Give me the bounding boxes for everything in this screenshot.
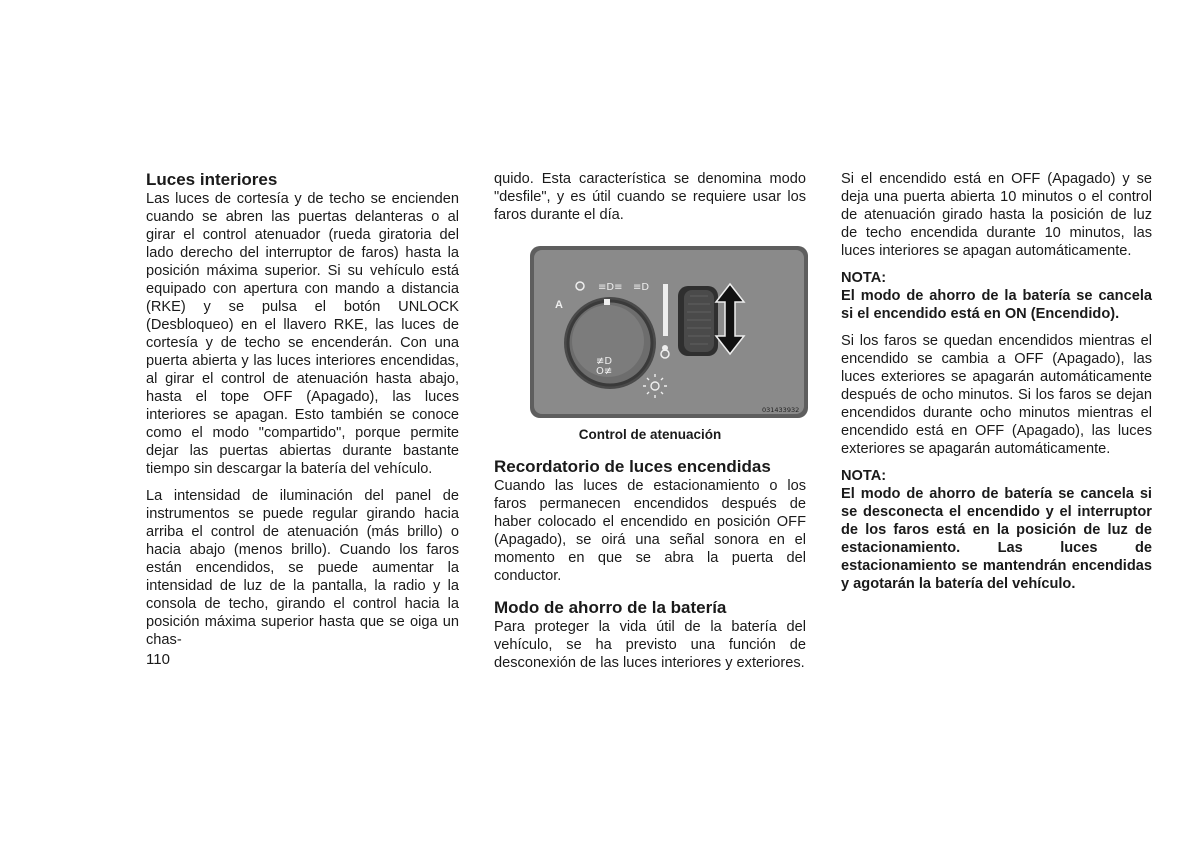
headlamp-switch-illustration (530, 246, 808, 418)
heading-modo-ahorro: Modo de ahorro de la batería (494, 598, 727, 617)
column-left (146, 170, 459, 649)
heading-luces-interiores: Luces interiores (146, 170, 278, 189)
note-text-2: El modo de ahorro de batería se cancela si se desconecta el encendido y el interruptor de los faros está en la posición de luz de estacionamiento. Las luces de estacionamiento se mantendrán encendidas y agotarán la batería del vehículo. (841, 486, 1152, 592)
knob-indicator (604, 299, 610, 305)
paragraph-faros-encendidos: Si los faros se quedan encendidos mientras el encendido se cambia a OFF (Apagado), las luces exteriores se apagarán automáticamente después de ocho minutos. Si los faros se dejan encendidos durante ocho minutos mientras el encendido está en OFF (Apagado), las luces exteriores se apagarán automáticamente. (841, 333, 1152, 457)
page-number: 110 (146, 651, 170, 668)
exclamation-icon (663, 284, 668, 336)
rear-fog-icon: O≢ (596, 366, 613, 377)
paragraph-luces-interiores-1: Las luces de cortesía y de techo se encienden cuando se abren las puertas delanteras o al girar el control atenuador (rueda giratoria del lado derecho del interruptor de faros) hasta la posición máxima superior. Si su vehículo está equipado con apertura con mando a distancia (RKE) y se pulsa el botón UNLOCK (Desbloqueo) en el llavero RKE, las luces de cortesía y de techo se encenderán. Con una puerta abierta y las luces interiores encendidas, al girar el control de atenuación hasta abajo, hasta el tope OFF (Apagado), las luces interiores se apagan. Esto también se conoce como el modo "compartido", porque permite dejar las puertas abiertas durante bastante tiempo sin descargar la batería del vehículo. (146, 191, 459, 477)
figure-caption: Control de atenuación (578, 427, 722, 442)
paragraph-continuation: quido. Esta característica se denomina modo "desfile", y es útil cuando se requiere usar los faros durante el día. (494, 171, 806, 223)
paragraph-recordatorio: Cuando las luces de estacionamiento o los faros permanecen encendidos después de haber colocado el encendido en posición OFF (Apagado), se oirá una señal sonora en el momento en que se abra la puerta del conductor. (494, 478, 806, 584)
note-text-1: El modo de ahorro de la batería se cancela si el encendido está en ON (Encendido). (841, 288, 1152, 322)
column-middle (494, 170, 806, 672)
headlamp-icon: ≡D (633, 282, 650, 293)
dimmer-control-figure (530, 246, 808, 418)
fog-light-icon: ≢D (596, 356, 613, 367)
paragraph-luces-interiores-2: La intensidad de iluminación del panel de instrumentos se puede regular girando hacia arriba el control de atenuación (más brillo) o hacia abajo (menos brillo). Cuando los faros están encendidos, se puede aumentar la intensidad de luz de la pantalla, la radio y la consola de techo, girando el control hacia la posición máxima superior hasta que se oiga un chas- (146, 488, 459, 648)
paragraph-encendido-off: Si el encendido está en OFF (Apagado) y se deja una puerta abierta 10 minutos o el control de atenuación girado hasta la posición de luz de techo encendida durante 10 minutos, las luces interiores se apagan automáticamente. (841, 171, 1152, 259)
figure-code: 031433932 (762, 406, 800, 414)
paragraph-modo-ahorro: Para proteger la vida útil de la batería del vehículo, se ha previsto una función de desconexión de las luces interiores y exteriores. (494, 619, 806, 671)
note-label-1: NOTA: (841, 270, 887, 286)
parking-light-icon: ≡D≡ (598, 282, 623, 293)
column-right (841, 170, 1152, 593)
heading-recordatorio: Recordatorio de luces encendidas (494, 457, 771, 476)
auto-label: A (555, 299, 563, 311)
note-label-2: NOTA: (841, 468, 887, 484)
